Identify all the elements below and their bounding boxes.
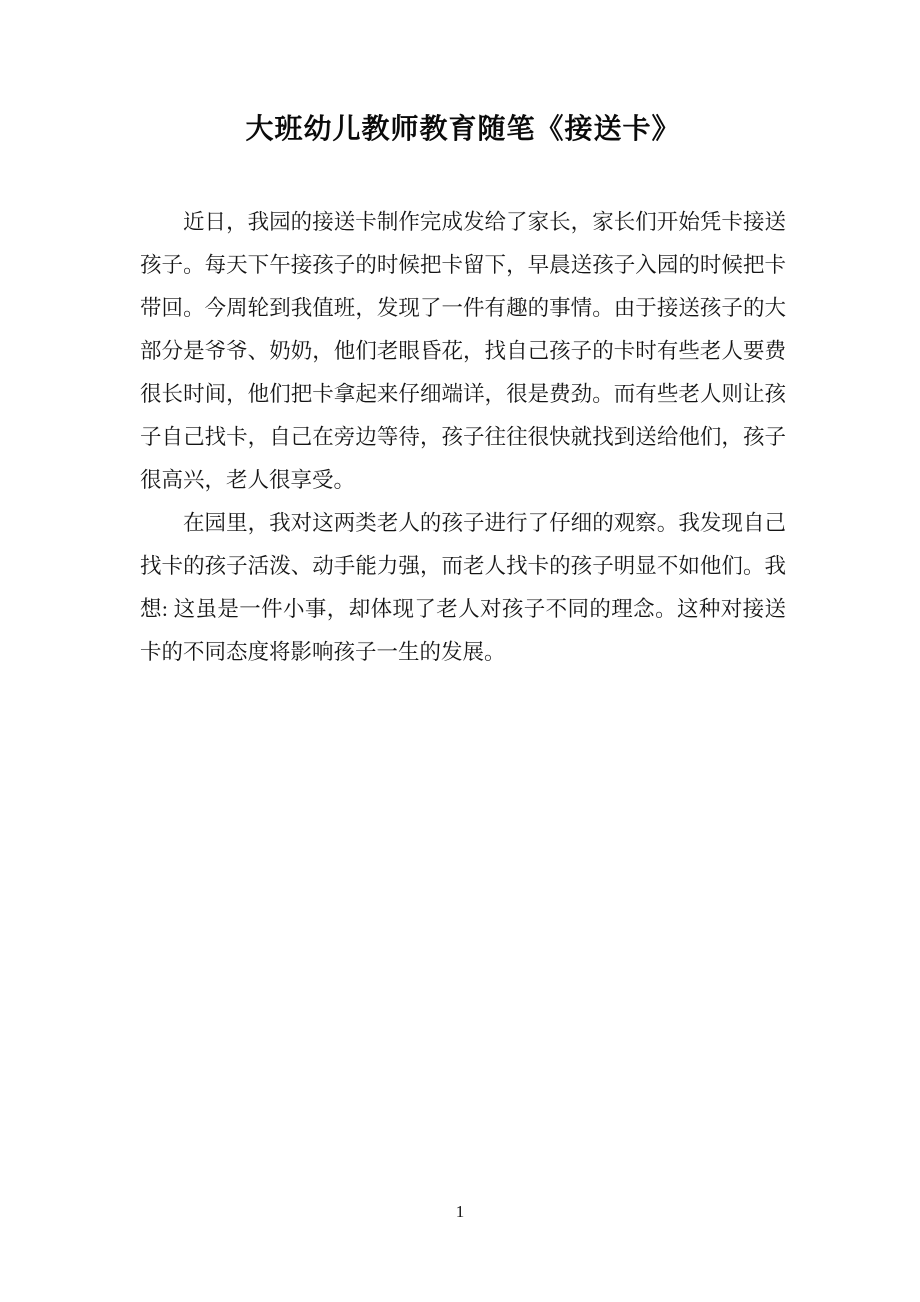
paragraph-2: 在园里，我对这两类老人的孩子进行了仔细的观察。我发现自己找卡的孩子活泼、动手能力强，而老人找卡的孩子明显不如他们。我想: 这虽是一件小事，却体现了老人对孩子不同的理念。这种对接送卡的不同态度将影响孩子一生的发展。	[140, 511, 786, 664]
document-body	[140, 201, 786, 674]
document-title: 大班幼儿教师教育随笔《接送卡》	[245, 114, 681, 145]
paragraph-1: 近日，我园的接送卡制作完成发给了家长，家长们开始凭卡接送孩子。每天下午接孩子的时候把卡留下，早晨送孩子入园的时候把卡带回。今周轮到我值班，发现了一件有趣的事情。由于接送孩子的大部分是爷爷、奶奶，他们老眼昏花，找自己孩子的卡时有些老人要费很长时间，他们把卡拿起来仔细端详，很是费劲。而有些老人则让孩子自己找卡，自己在旁边等待，孩子往往很快就找到送给他们，孩子很高兴，老人很享受。	[140, 210, 786, 492]
page-number: 1	[455, 1202, 465, 1221]
